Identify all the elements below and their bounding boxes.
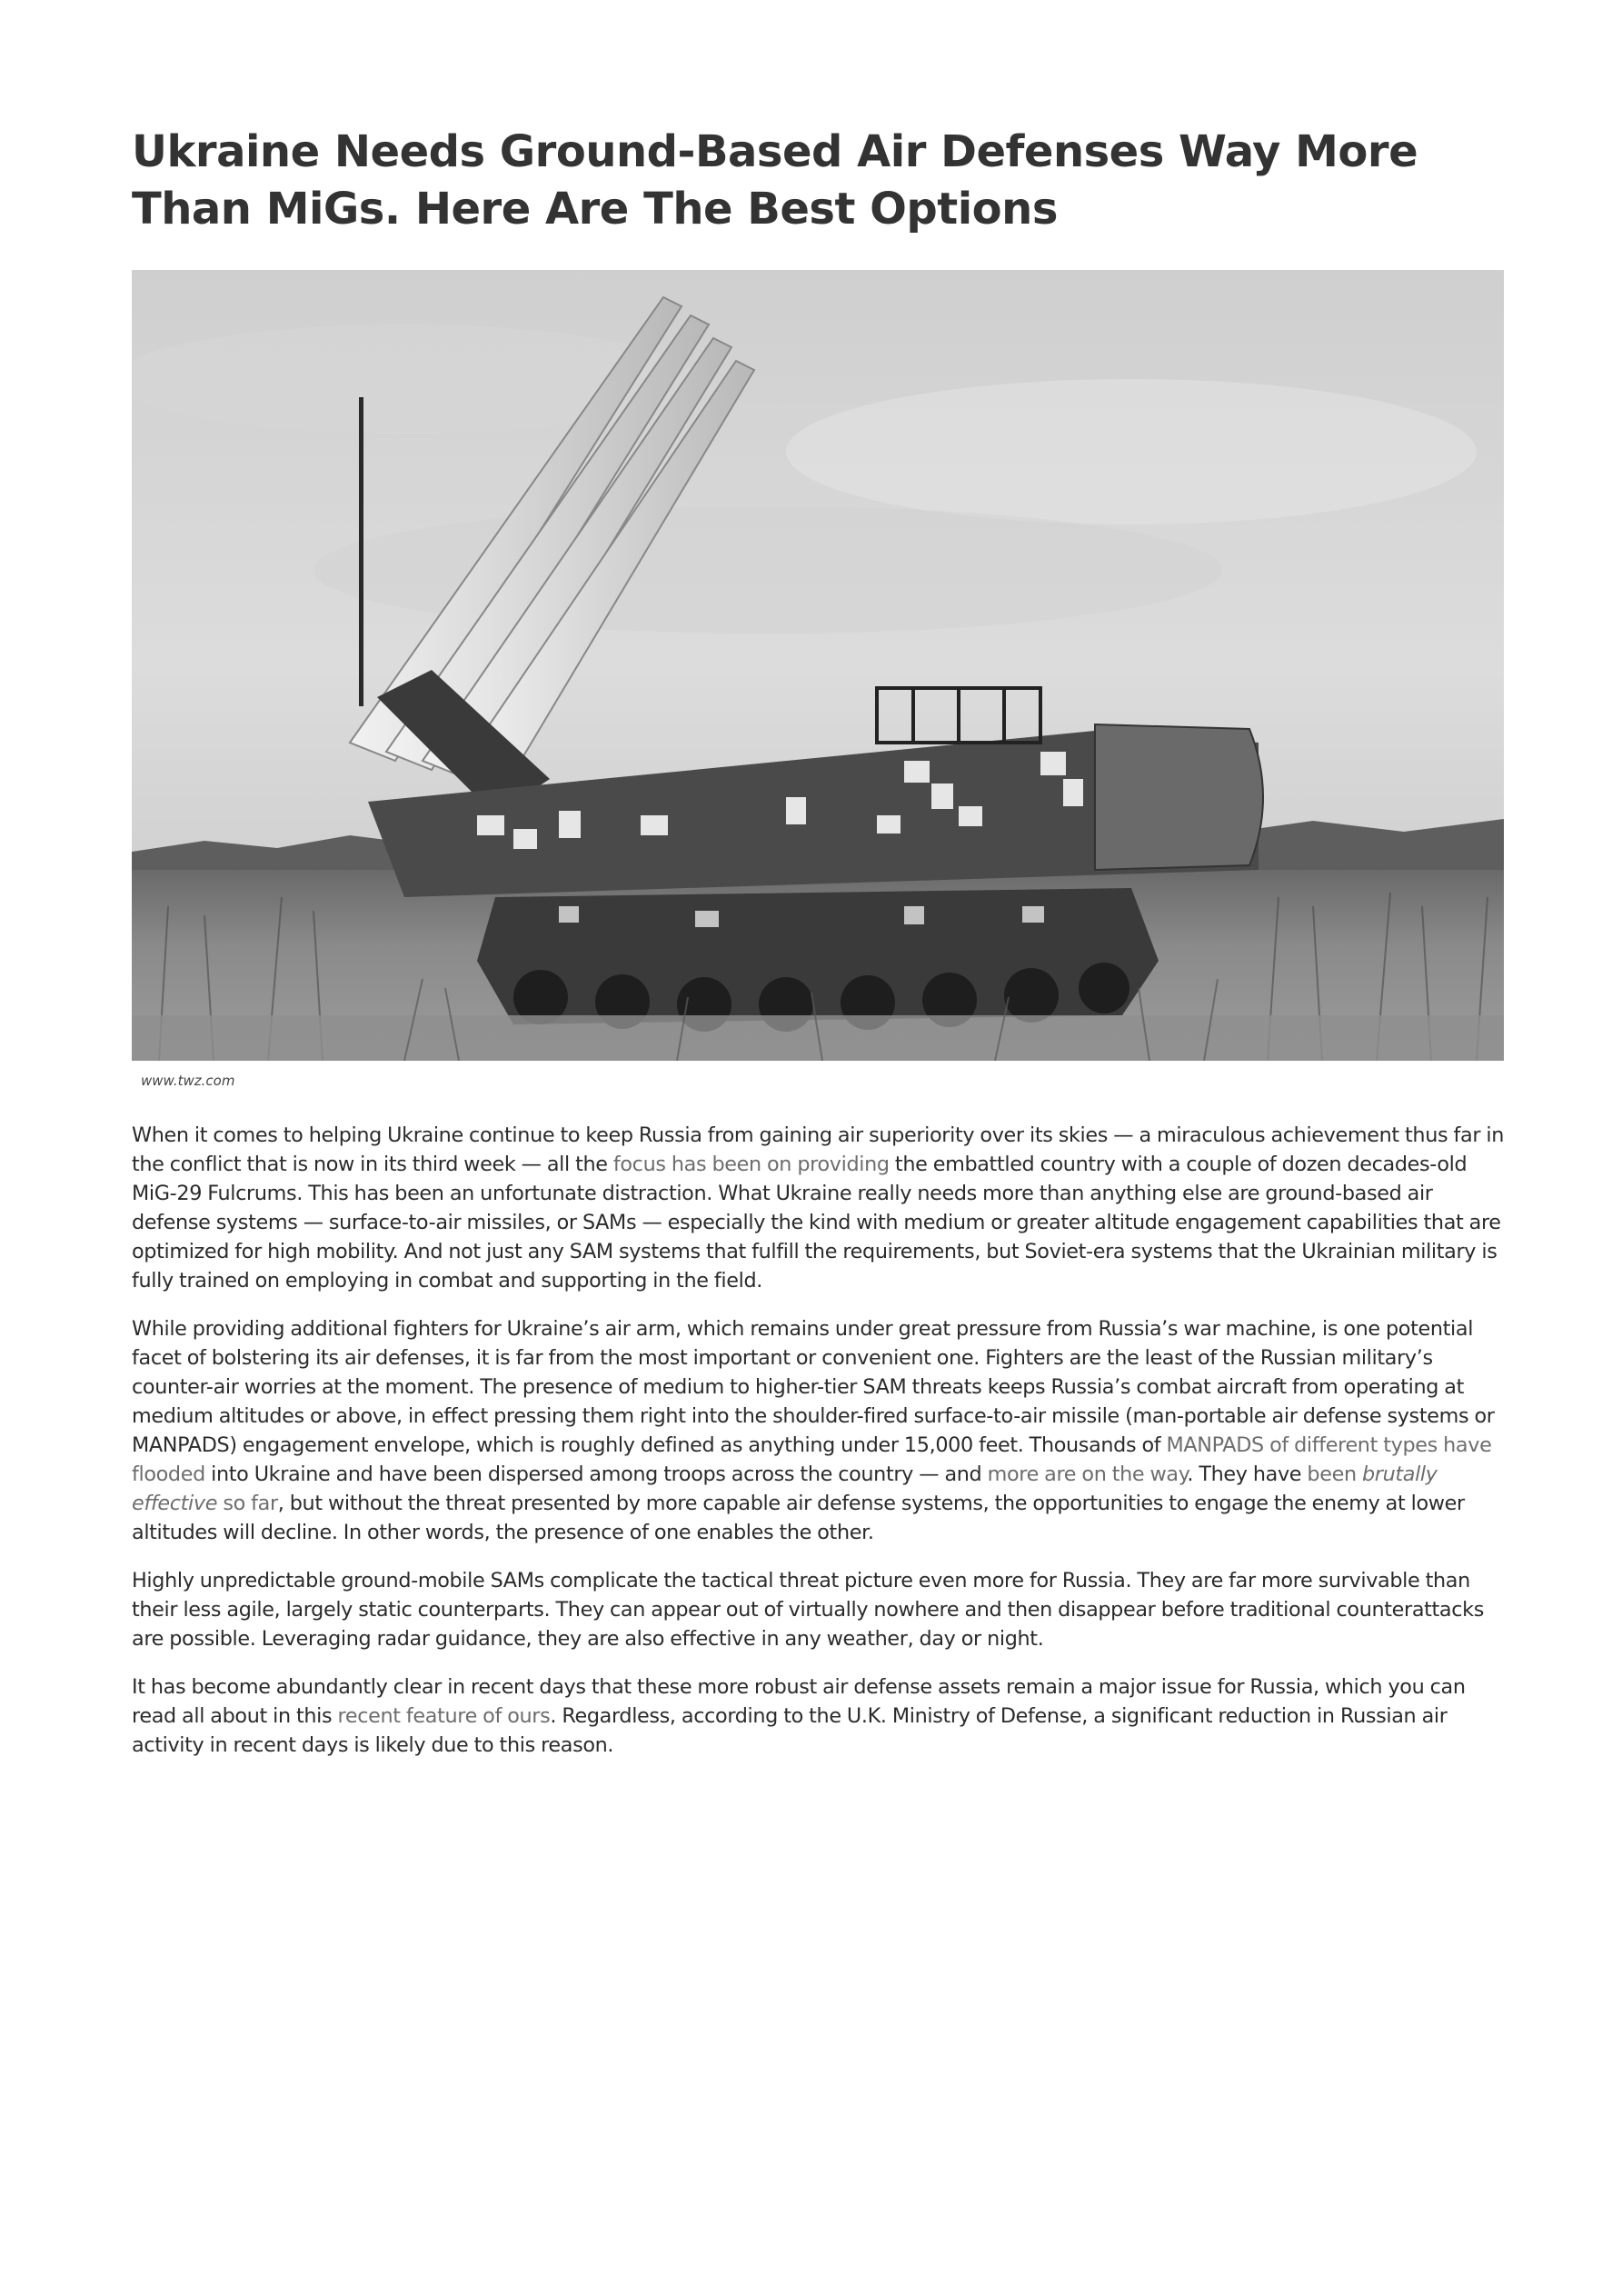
link-recent-feature[interactable]: recent feature of ours xyxy=(337,1704,551,1728)
sam-launcher-photo xyxy=(132,270,1504,1061)
text: into Ukraine and have been dispersed among troops across the country — and xyxy=(204,1462,988,1486)
text[interactable]: so far xyxy=(217,1492,278,1515)
text: It has become abundantly clear in recent days that these more robust air defense assets remain a major issue for Russia, which you can read all about in this xyxy=(132,1675,1466,1728)
text[interactable]: brutally effective xyxy=(132,1462,1438,1515)
text[interactable]: been xyxy=(1307,1462,1362,1486)
paragraph-1 xyxy=(132,1121,1513,1295)
text: . They have xyxy=(1187,1462,1308,1486)
text: While providing additional fighters for Ukraine’s air arm, which remains under great pressure from Russia’s war machine, is one potential facet of bolstering its air defenses, it is far from the most important or convenient one. Fighters are the least of the Russian military’s counter-air worries at the moment. The presence of medium to higher-tier SAM threats keeps Russia’s combat aircraft from operating at medium altitudes or above, in effect pressing them right into the shoulder-fired surface-to-air missile (man-portable air defense systems or MANPADS) engagement envelope, which is roughly defined as anything under 15,000 feet. Thousands of xyxy=(132,1317,1495,1457)
link-more-on-the-way[interactable]: more are on the way xyxy=(987,1462,1188,1486)
paragraph-3: Highly unpredictable ground-mobile SAMs complicate the tactical threat picture even more for Russia. They are far more survivable than their less agile, largely static counterparts. They can appear out of virtually nowhere and then disappear before traditional counterattacks are possible. Leveraging radar guidance, they are also effective in any weather, day or night. xyxy=(132,1569,1484,1651)
image-caption: www.twz.com xyxy=(141,1073,235,1089)
text: When it comes to helping Ukraine continue to keep Russia from gaining air superiority over its skies — a miraculous achievement thus far in the conflict that is now in its third week — all the xyxy=(132,1123,1504,1176)
article-title: Ukraine Needs Ground-Based Air Defenses Way More Than MiGs. Here Are The Best Options xyxy=(132,126,1418,235)
text: . Regardless, according to the U.K. Ministry of Defense, a significant reduction in Russian air activity in recent days is likely due to this reason. xyxy=(132,1704,1448,1757)
link-focus-on-providing[interactable]: focus has been on providing xyxy=(612,1153,890,1176)
paragraph-4 xyxy=(132,1672,1513,1760)
text: , but without the threat presented by more capable air defense systems, the opportunities to engage the enemy at lower altitudes will decline. In other words, the presence of one enables the other. xyxy=(132,1492,1465,1544)
hero-image xyxy=(132,270,1504,1061)
paragraph-2 xyxy=(132,1314,1513,1547)
text: the embattled country with a couple of dozen decades-old MiG-29 Fulcrums. This has been an unfortunate distraction. What Ukraine really needs more than anything else are ground-based air defense systems — surface-to-air missiles, or SAMs — especially the kind with medium or greater altitude engagement capabilities that are optimized for high mobility. And not just any SAM systems that fulfill the requirements, but Soviet-era systems that the Ukrainian military is fully trained on employing in combat and supporting in the field. xyxy=(132,1153,1501,1293)
article-body xyxy=(132,1121,1513,1779)
link-manpads-flooded[interactable]: MANPADS of different types have flooded xyxy=(132,1433,1492,1486)
